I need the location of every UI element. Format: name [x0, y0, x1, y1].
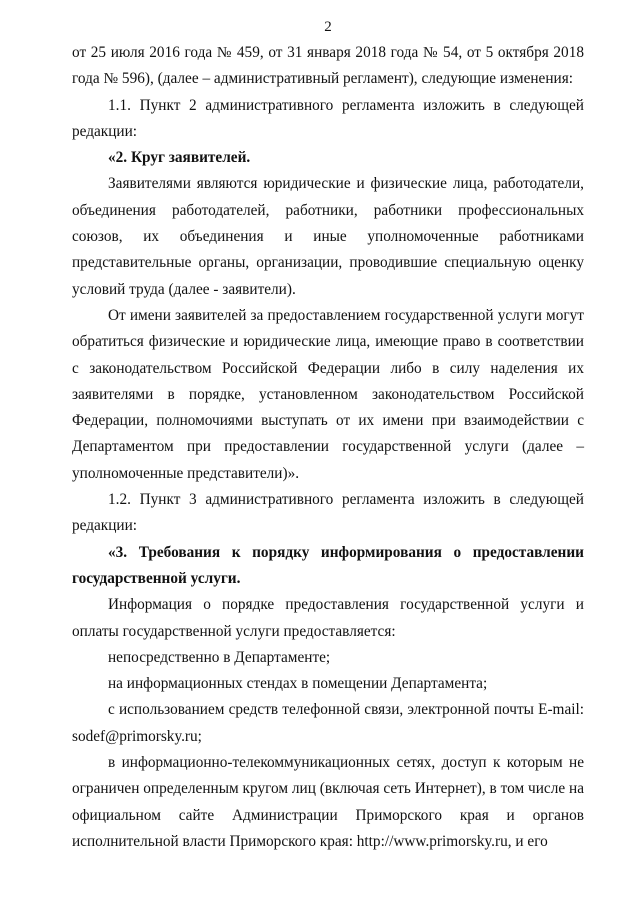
list-item-in-department: непосредственно в Департаменте; [108, 648, 331, 666]
page-number: 2 [324, 19, 332, 35]
paragraph-authorized-representatives: От имени заявителей за предоставлением государственной услуги могут обратиться физические и юридические лица, имеющие право в соответствии с законодательством Российской Федерации либо в силу наделения их заявителями в порядке, установленном законодательством Российской Федерации, полномочиями выступать от их имени при взаимодействии с Департаментом при предоставлении государственной услуги (далее – уполномоченные представители)». [72, 306, 584, 482]
list-item-internet: в информационно-телекоммуникационных сетях, доступ к которым не ограничен определенным кругом лиц (включая сеть Интернет), в том числе на официальном сайте Администрации Приморского края и органов исполнительной власти Приморского края: http://www.primorsky.ru, и его [72, 754, 584, 850]
list-item-info-stands: на информационных стендах в помещении Департамента; [108, 675, 488, 693]
paragraph-applicants-definition: Заявителями являются юридические и физические лица, работодатели, объединения работодателей, работники, работники профессиональных союзов, их объединения и иные уполномоченные работниками представительные органы, организации, проводившие специальную оценку условий труда (далее - заявители). [72, 175, 584, 298]
paragraph-item-1-2: 1.2. Пункт 3 административного регламента изложить в следующей редакции: [72, 491, 584, 535]
paragraph-information-provided: Информация о порядке предоставления государственной услуги и оплаты государственной услуги предоставляется: [72, 596, 584, 640]
list-item-phone-email: с использованием средств телефонной связи, электронной почты E-mail: sodef@primorsky.ru; [72, 701, 584, 745]
section-heading-informing-requirements: «3. Требования к порядку информирования о предоставлении государственной услуги. [72, 543, 584, 587]
paragraph-item-1-1: 1.1. Пункт 2 административного регламента изложить в следующей редакции: [72, 96, 584, 140]
section-heading-applicants: «2. Круг заявителей. [108, 149, 251, 167]
paragraph-continuation: от 25 июля 2016 года № 459, от 31 января 2018 года № 54, от 5 октября 2018 года № 596), (далее – административный регламент), следующие изменения: [72, 44, 584, 88]
